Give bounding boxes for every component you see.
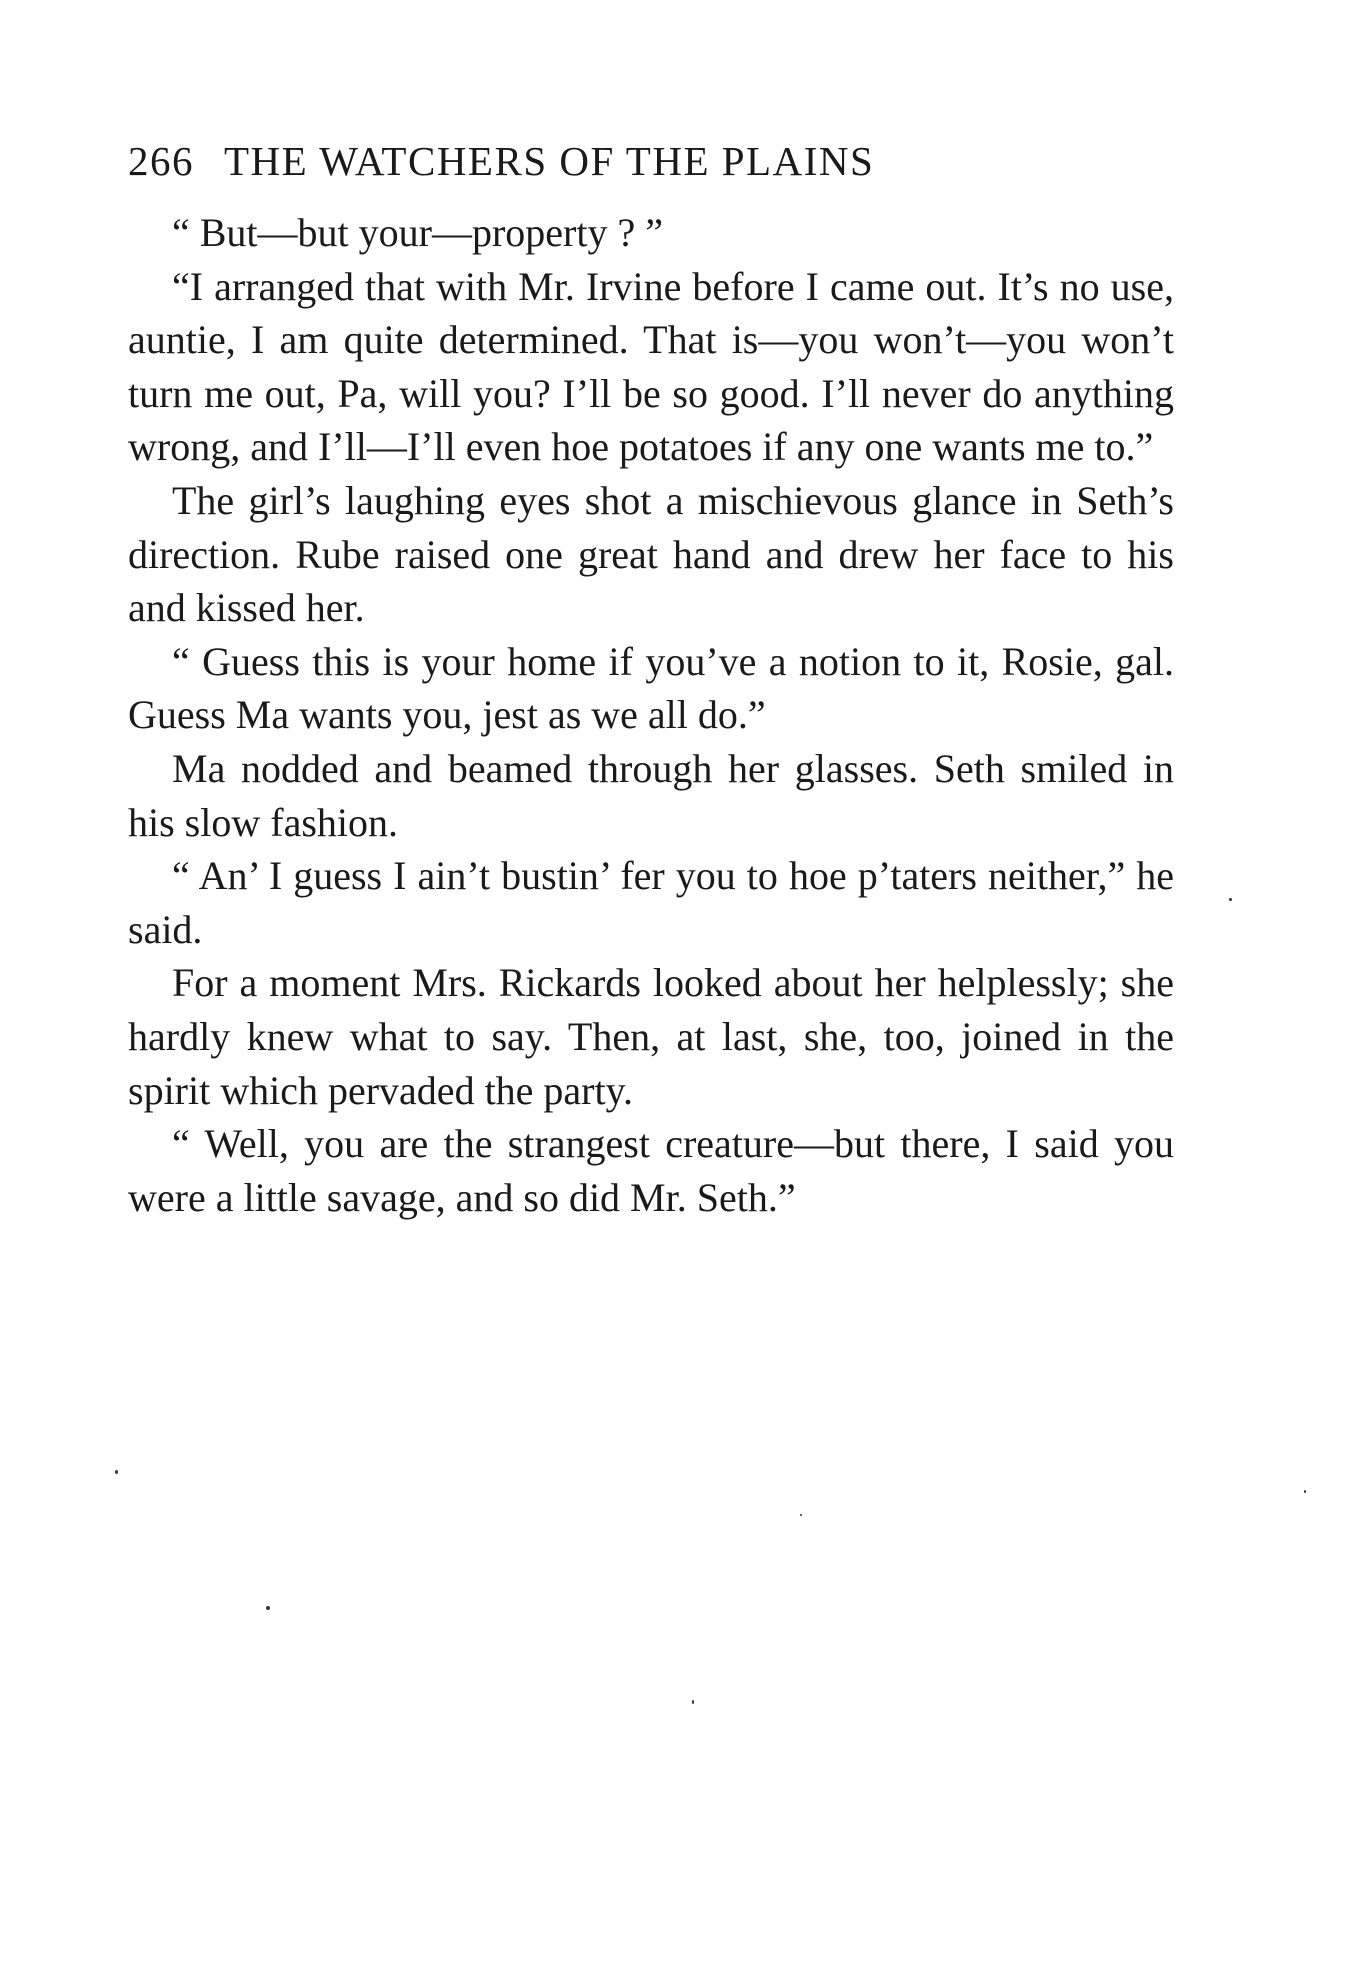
scan-speck (1304, 1490, 1306, 1493)
paragraph: The girl’s laughing eyes shot a mischievous glance in Seth’s direction. Rube raised one great hand and drew her face to his and kissed her. (128, 477, 1174, 631)
paragraph: “ An’ I guess I ain’t bustin’ fer you to hoe p’taters neither,” he said. (128, 853, 1174, 952)
paragraph: Ma nodded and beamed through her glasses. Seth smiled in his slow fashion. (128, 745, 1174, 845)
paragraph: “ Guess this is your home if you’ve a notion to it, Rosie, gal. Guess Ma wants you, jest as we all do.” (128, 638, 1174, 738)
scan-speck (800, 1514, 802, 1516)
scan-speck (1229, 898, 1232, 901)
paragraph: For a moment Mrs. Rickards looked about her helplessly; she hardly knew what to say. Then, at last, she, too, joined in the spirit which pervaded the party. (128, 960, 1174, 1113)
scan-speck (266, 1606, 270, 1610)
body-text (128, 206, 1174, 1224)
paragraph: “I arranged that with Mr. Irvine before I came out. It’s no use, auntie, I am quite determined. That is—you won’t—you won’t turn me out, Pa, will you? I’ll be so good. I’ll never do anything wrong, and I’ll—I’ll even hoe potatoes if any one wants me to.” (128, 263, 1174, 470)
paragraph: “ But—but your—property ? ” (172, 210, 663, 255)
page-number: 266 (128, 138, 194, 184)
running-title: THE WATCHERS OF THE PLAINS (224, 138, 875, 184)
paragraph: “ Well, you are the strangest creature—but there, I said you were a little savage, and so did Mr. Seth.” (128, 1121, 1174, 1220)
scan-speck (692, 1700, 694, 1704)
page-header (128, 136, 1168, 186)
scan-speck (115, 1470, 118, 1474)
